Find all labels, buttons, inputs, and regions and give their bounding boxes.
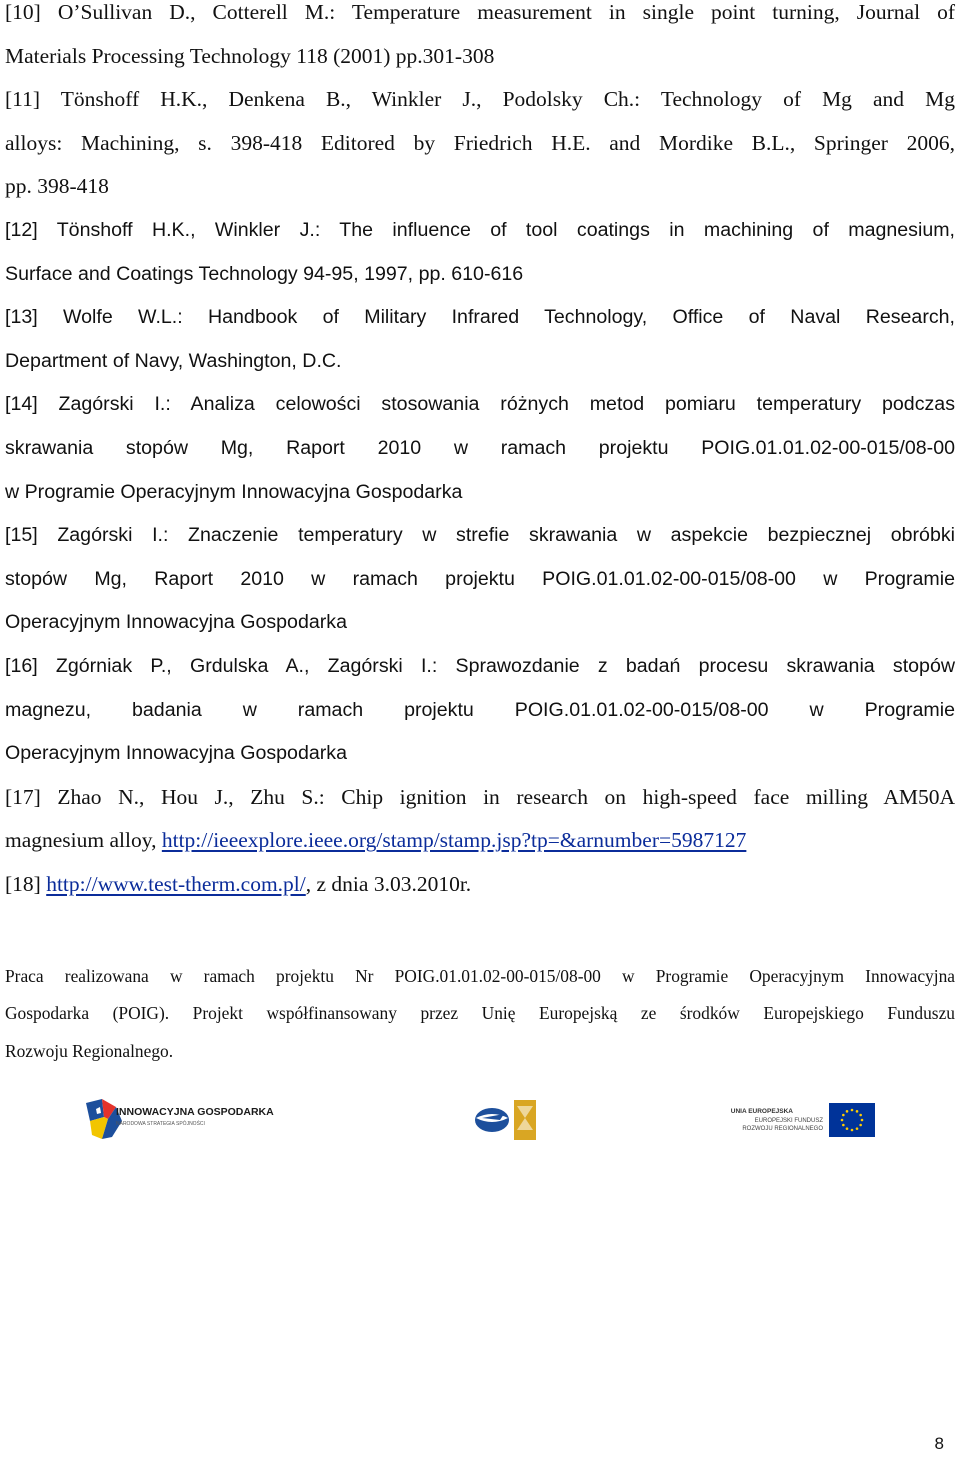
ref-11-line-1: [11] Tönshoff H.K., Denkena B., Winkler J., Podolsky Ch.: Technology of Mg and Mg [5,87,955,112]
ref-15-line-1: [15] Zagórski I.: Znaczenie temperatury w strefie skrawania w aspekcie bezpiecznej obróbki [5,524,955,547]
eu-star [856,1127,859,1130]
ref-14-line-3: w Programie Operacyjnym Innowacyjna Gospodarka [5,480,463,503]
ref-13-line-1: [13] Wolfe W.L.: Handbook of Military Infrared Technology, Office of Naval Research, [5,306,955,329]
ref-18-link[interactable]: http://www.test-therm.com.pl/ [46,871,306,896]
ref-16-line-2: magnezu, badania w ramach projektu POIG.01.01.02-00-015/08-00 w Programie [5,698,955,721]
sponsor-logos [0,1090,960,1150]
innowacyjna-gospodarka-subtitle: NARODOWA STRATEGIA SPÓJNOŚCI [116,1121,205,1127]
reference-list [5,0,955,906]
eu-logo-line-2: EUROPEJSKI FUNDUSZ [754,1118,823,1124]
funding-note-line-2: Gospodarka (POIG). Projekt współfinansowany przez Unię Europejską ze środków Europejskiego Funduszu [5,1003,955,1024]
ref-11-line-2: alloys: Machining, s. 398-418 Editored by Friedrich H.E. and Mordike B.L., Springer 2006, [5,130,955,155]
ref-17-link[interactable]: http://ieeexplore.ieee.org/stamp/stamp.jsp?tp=&arnumber=5987127 [161,828,747,853]
ref-15-line-3: Operacyjnym Innowacyjna Gospodarka [5,611,347,634]
ref-16-line-3: Operacyjnym Innowacyjna Gospodarka [5,742,347,765]
ref-10-line-1: [10] O’Sullivan D., Cotterell M.: Temperature measurement in single point turning, Journal of [5,0,955,24]
eu-star [842,1124,845,1127]
eu-star [859,1124,862,1127]
ref-13-line-2: Department of Navy, Washington, D.C. [5,349,342,372]
funding-note-line-3: Rozwoju Regionalnego. [5,1040,174,1061]
ref-18-line [5,863,955,907]
ref-17-prefix: magnesium alloy, [5,828,162,853]
eu-star [842,1114,845,1117]
ref-14-line-1: [14] Zagórski I.: Analiza celowości stosowania różnych metod pomiaru temperatury podczas [5,393,955,416]
ref-12-line-2: Surface and Coatings Technology 94-95, 1997, pp. 610-616 [5,262,524,285]
eu-star [841,1119,844,1122]
eu-logo-line-3: ROZWOJU REGIONALNEGO [742,1126,823,1132]
ref-18-prefix: [18] [5,871,47,896]
eu-star [859,1114,862,1117]
ref-10-line-2: Materials Processing Technology 118 (2001) pp.301-308 [5,43,495,68]
innowacyjna-gospodarka-title: INNOWACYJNA GOSPODARKA [116,1106,274,1118]
ref-14-line-2: skrawania stopów Mg, Raport 2010 w ramach projektu POIG.01.01.02-00-015/08-00 [5,436,955,459]
ref-15-line-2: stopów Mg, Raport 2010 w ramach projektu POIG.01.01.02-00-015/08-00 w Programie [5,567,955,590]
eu-star [851,1129,854,1132]
eu-star [851,1109,854,1112]
funding-note-line-1: Praca realizowana w ramach projektu Nr POIG.01.01.02-00-015/08-00 w Programie Operacyjnym Innowacyjna [5,966,955,986]
eu-star [846,1127,849,1130]
eu-star [856,1110,859,1113]
ref-17-line-1: [17] Zhao N., Hou J., Zhu S.: Chip ignition in research on high-speed face milling AM50A [5,784,955,809]
ref-17-line-2 [5,819,955,863]
eu-star [861,1119,864,1122]
page-number: 8 [934,1434,944,1453]
eu-star [846,1110,849,1113]
eu-logo-line-1: UNIA EUROPEJSKA [730,1108,793,1115]
ref-11-line-3: pp. 398-418 [5,174,109,199]
ref-18-suffix: , z dnia 3.03.2010r. [305,871,472,896]
eu-fund-logo [730,1103,877,1143]
ref-16-line-1: [16] Zgórniak P., Grdulska A., Zagórski I.: Sprawozdanie z badań procesu skrawania stopów [5,654,955,677]
ref-12-line-1: [12] Tönshoff H.K., Winkler J.: The influence of tool coatings in machining of magnesium, [5,218,955,241]
funding-note [5,958,955,1070]
eu-flag [829,1103,875,1137]
innowacyjna-gospodarka-logo [82,1095,274,1145]
center-emblem-logo [470,1096,540,1144]
